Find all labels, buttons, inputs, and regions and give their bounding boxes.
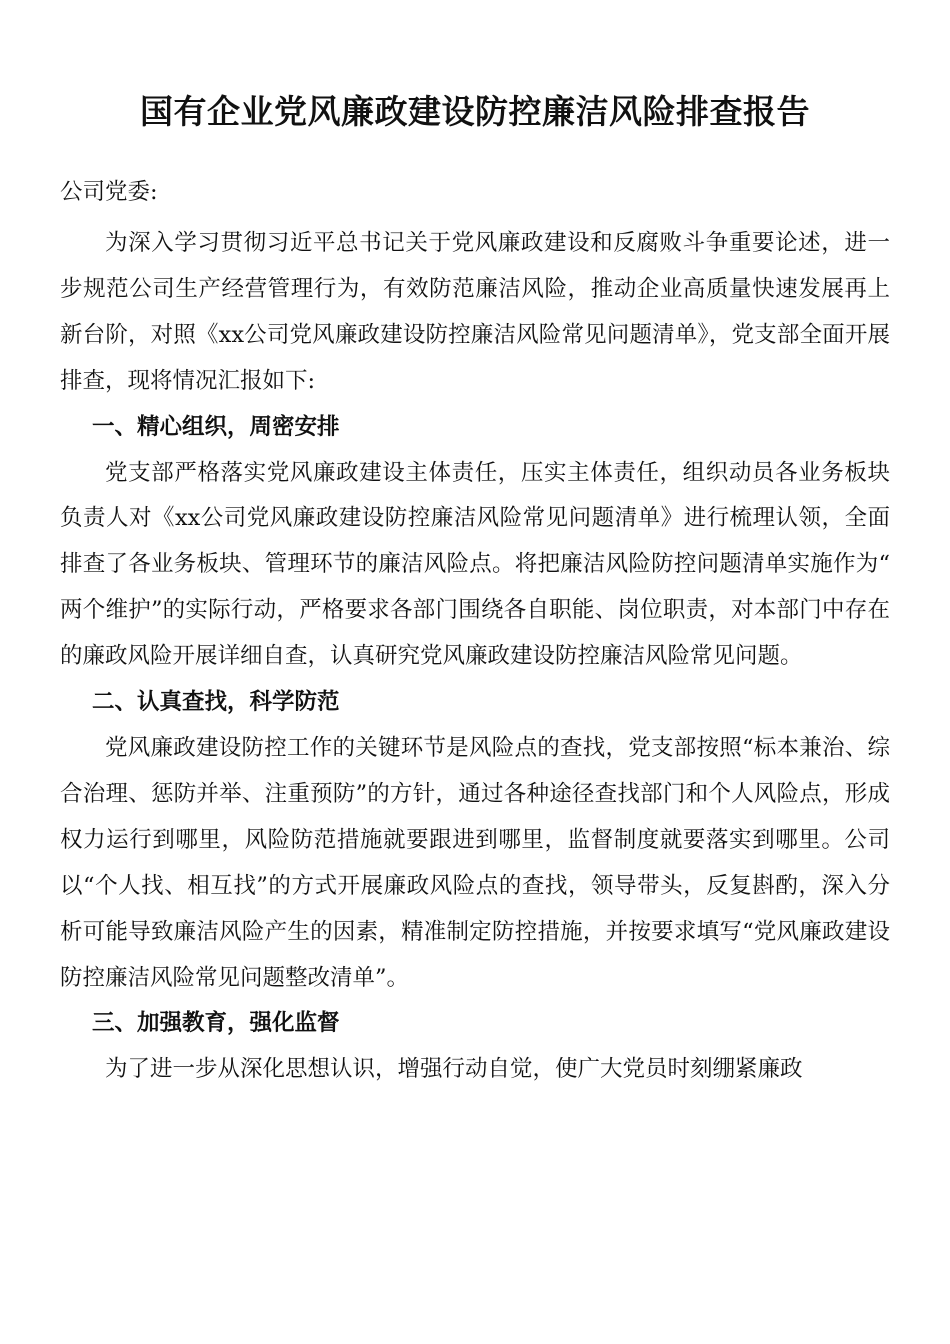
section-2-paragraph: 党风廉政建设防控工作的关键环节是风险点的查找，党支部按照“标本兼治、综合治理、惩防并举、注重预防”的方针，通过各种途径查找部门和个人风险点，形成权力运行到哪里，风险防范措施就要跟进到哪里，监督制度就要落实到哪里。公司以“个人找、相互找”的方式开展廉政风险点的查找，领导带头，反复斟酌，深入分析可能导致廉洁风险产生的因素，精准制定防控措施，并按要求填写“党风廉政建设防控廉洁风险常见问题整改清单”。 [60, 734, 890, 991]
section-3-paragraph: 为了进一步从深化思想认识，增强行动自觉，使广大党员时刻绷紧廉政 [105, 1056, 803, 1083]
intro-paragraph: 为深入学习贯彻习近平总书记关于党风廉政建设和反腐败斗争重要论述，进一步规范公司生产经营管理行为，有效防范廉洁风险，推动企业高质量快速发展再上新台阶，对照《xx公司党风廉政建设防控廉洁风险常见问题清单》，党支部全面开展排查，现将情况汇报如下: [60, 230, 890, 394]
salutation: 公司党委: [60, 179, 158, 205]
section-1-paragraph: 党支部严格落实党风廉政建设主体责任，压实主体责任，组织动员各业务板块负责人对《xx公司党风廉政建设防控廉洁风险常见问题清单》进行梳理认领，全面排查了各业务板块、管理环节的廉洁风险点。将把廉洁风险防控问题清单实施作为“两个维护”的实际行动，严格要求各部门围绕各自职能、岗位职责，对本部门中存在的廉政风险开展详细自查，认真研究党风廉政建设防控廉洁风险常见问题。 [60, 459, 890, 670]
section-3-heading: 三、加强教育，强化监督 [92, 1010, 340, 1037]
section-1-heading: 一、精心组织，周密安排 [92, 413, 340, 440]
section-2-heading: 二、认真查找，科学防范 [92, 689, 340, 716]
document-body [60, 221, 890, 1093]
document-title: 国有企业党风廉政建设防控廉洁风险排查报告 [140, 92, 810, 131]
